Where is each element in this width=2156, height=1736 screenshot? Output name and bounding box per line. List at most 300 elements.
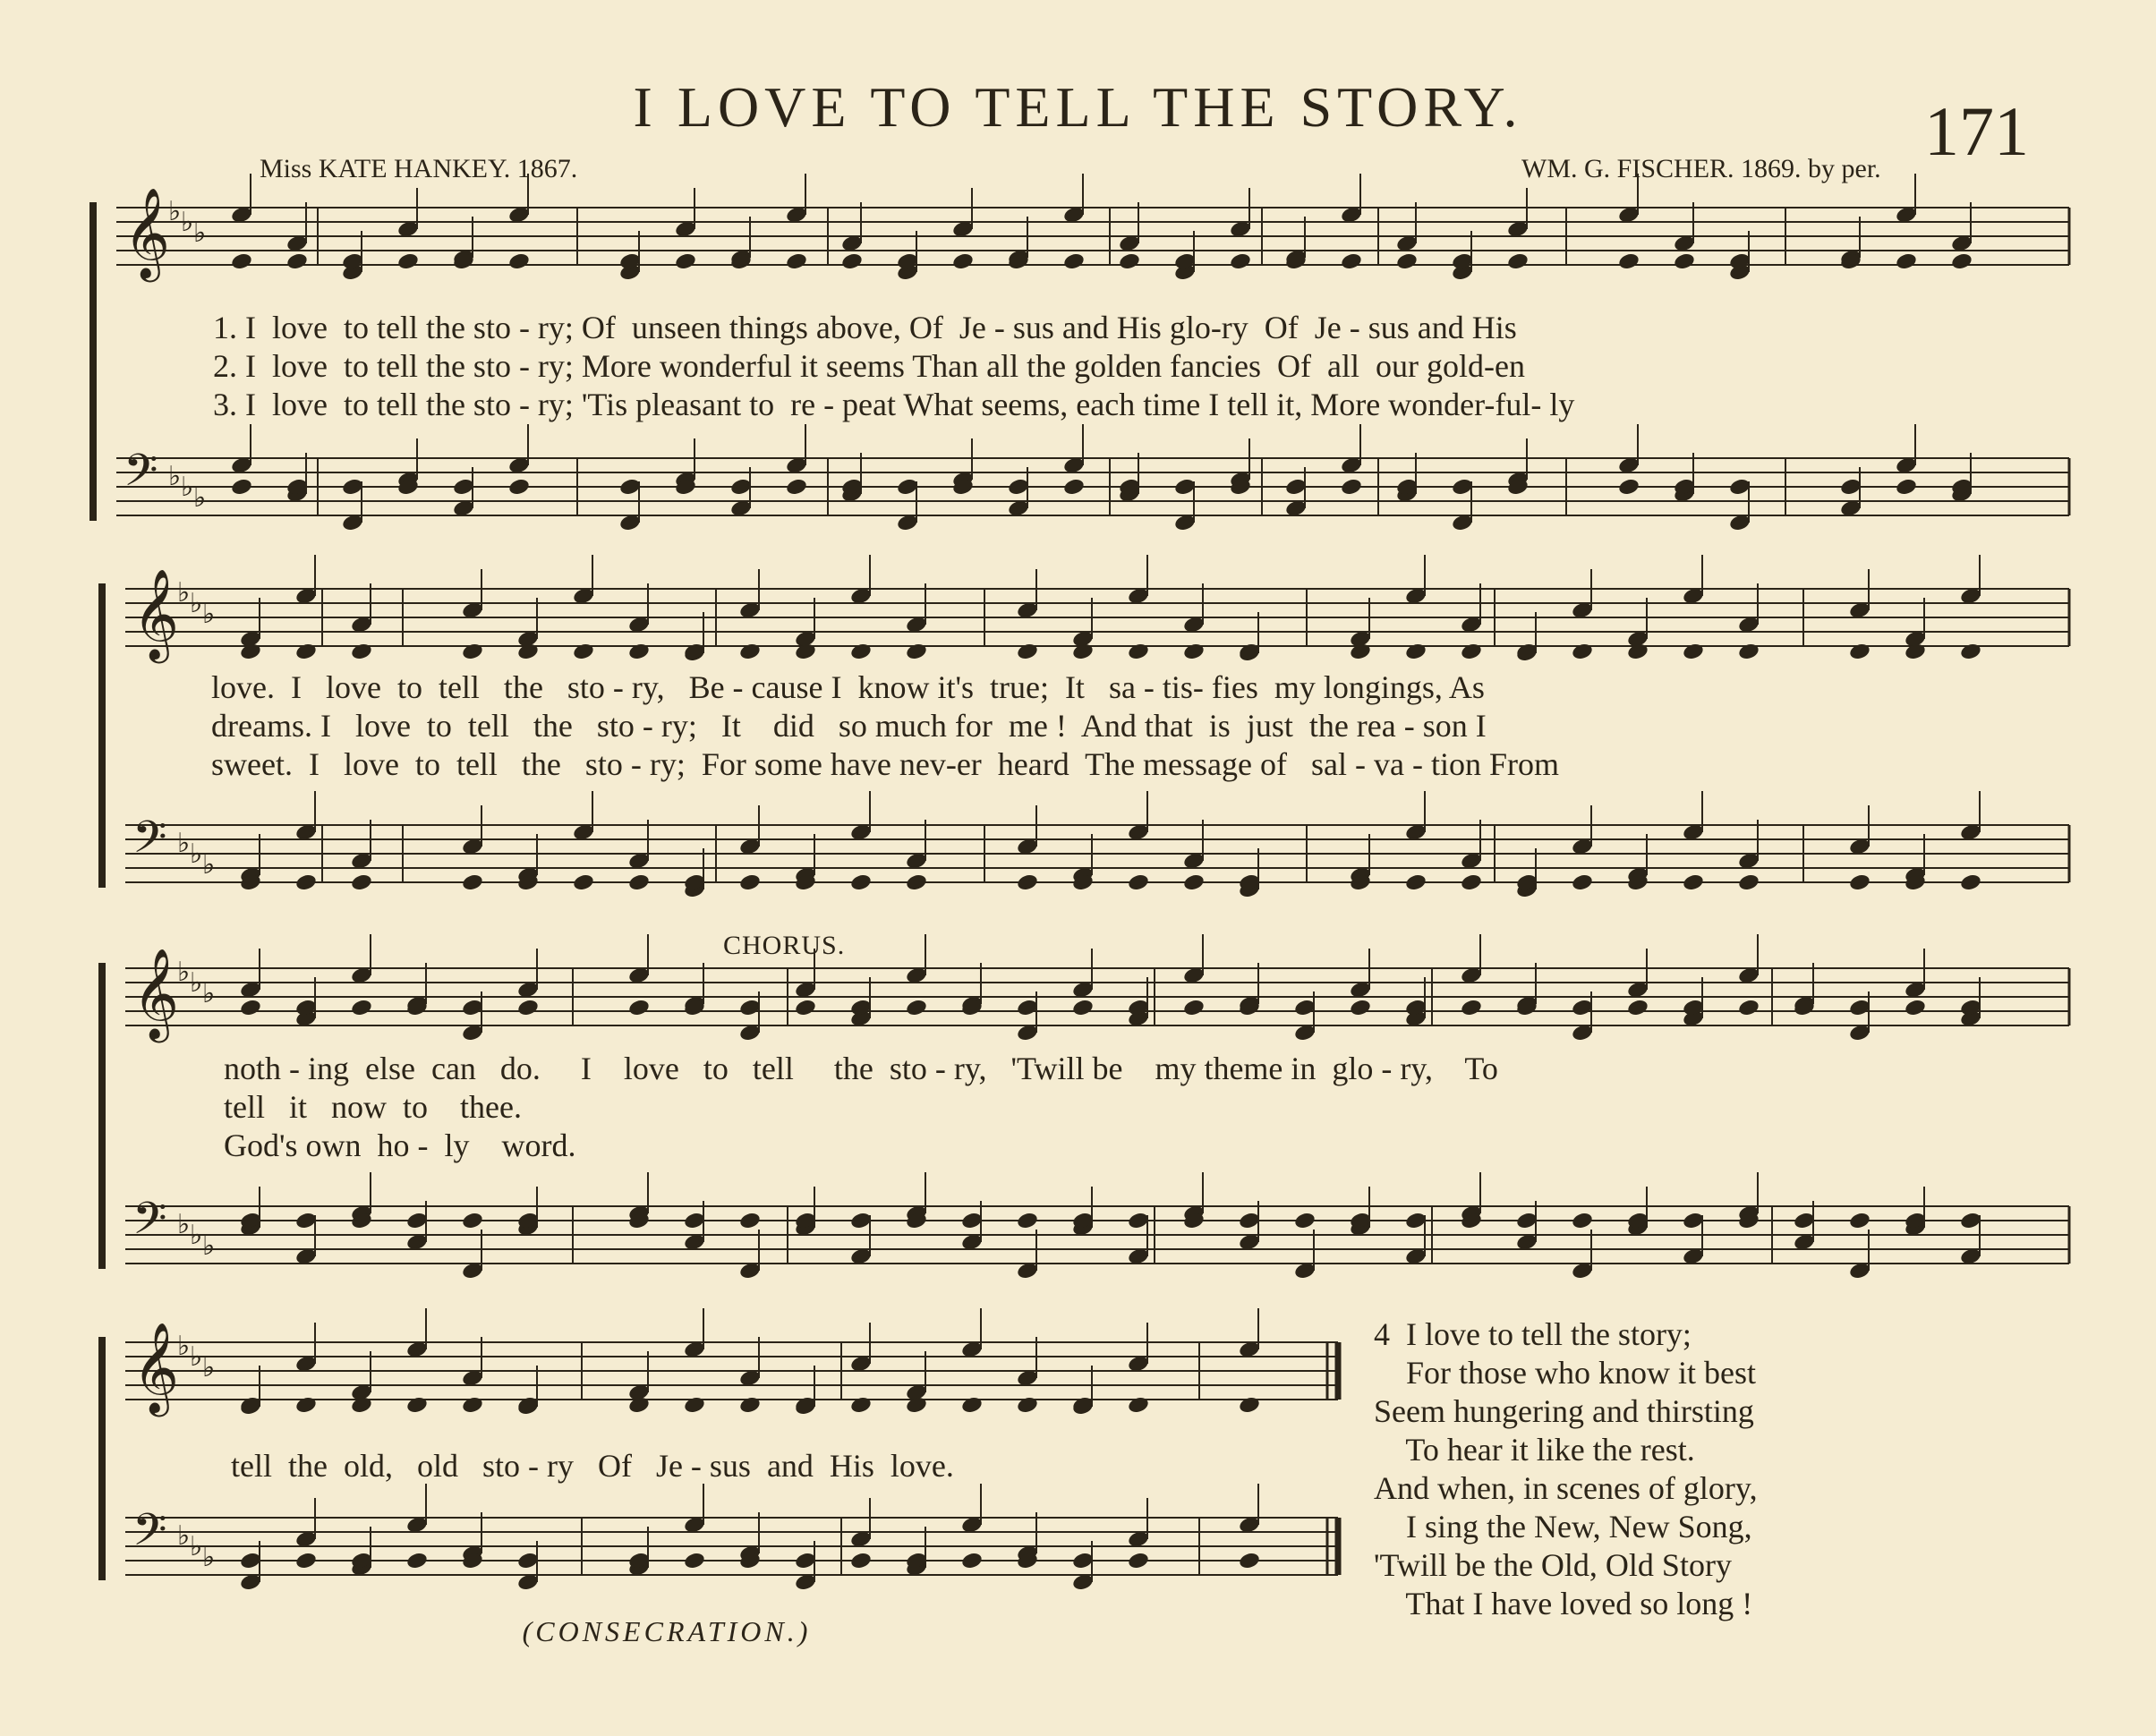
note-icon — [683, 1340, 706, 1359]
note-icon — [516, 872, 540, 892]
note-icon — [1349, 629, 1372, 649]
note-icon — [1284, 251, 1308, 271]
note-icon — [1515, 880, 1538, 899]
note-icon — [396, 219, 420, 239]
bass-clef-icon: 𝄢 — [132, 812, 167, 874]
note-icon — [1737, 615, 1760, 634]
note-icon — [1506, 477, 1530, 497]
flat-icon: ♭ — [202, 978, 216, 1009]
note-icon — [1460, 1204, 1483, 1223]
note-icon — [350, 642, 373, 661]
note-icon — [785, 477, 808, 497]
note-icon — [1682, 642, 1705, 661]
note-icon — [1404, 1211, 1427, 1230]
note-icon — [1127, 1008, 1150, 1028]
note-icon — [1404, 822, 1427, 842]
note-icon — [1182, 642, 1206, 661]
note-icon — [1016, 998, 1039, 1017]
note-icon — [951, 477, 975, 497]
note-icon — [461, 872, 484, 892]
note-icon — [1848, 1023, 1871, 1042]
verse4-line: 4 I love to tell the story; — [1374, 1316, 1692, 1352]
note-icon — [905, 872, 928, 892]
note-icon — [1673, 484, 1696, 504]
note-icon — [516, 629, 540, 649]
note-icon — [1460, 642, 1483, 661]
note-icon — [905, 1204, 928, 1223]
note-icon — [1839, 498, 1862, 518]
hymn-title: I LOVE TO TELL THE STORY. — [633, 75, 1523, 139]
note-icon — [461, 1395, 484, 1415]
note-icon — [627, 872, 651, 892]
note-icon — [516, 1395, 540, 1415]
note-icon — [572, 586, 595, 606]
note-icon — [960, 998, 984, 1017]
note-icon — [1395, 477, 1419, 497]
note-icon — [405, 1211, 429, 1230]
note-icon — [396, 477, 420, 497]
note-icon — [738, 1211, 762, 1230]
note-icon — [794, 1218, 817, 1238]
note-icon — [294, 1395, 318, 1415]
note-icon — [1959, 1211, 1982, 1230]
lyric-chorus-line2: tell the old, old sto - ry Of Je - sus and His love. — [231, 1448, 954, 1484]
note-icon — [1617, 205, 1640, 225]
note-icon — [239, 1572, 262, 1592]
note-icon — [1460, 615, 1483, 634]
note-icon — [350, 1558, 373, 1578]
note-icon — [1737, 872, 1760, 892]
note-icon — [1839, 251, 1862, 271]
note-icon — [849, 1551, 873, 1570]
note-icon — [1959, 1008, 1982, 1028]
note-icon — [960, 1551, 984, 1570]
note-icon — [794, 865, 817, 885]
note-icon — [350, 1383, 373, 1402]
verse4-line: Seem hungering and thirsting — [1374, 1393, 1754, 1429]
note-icon — [1173, 262, 1197, 282]
note-icon — [1959, 998, 1982, 1017]
note-icon — [1118, 251, 1141, 271]
note-icon — [683, 1551, 706, 1570]
note-icon — [627, 642, 651, 661]
note-icon — [1016, 837, 1039, 856]
note-icon — [1460, 851, 1483, 871]
note-icon — [350, 1551, 373, 1570]
note-icon — [960, 1515, 984, 1535]
note-icon — [461, 837, 484, 856]
note-icon — [1451, 262, 1474, 282]
note-icon — [618, 251, 642, 271]
note-icon — [294, 1211, 318, 1230]
note-icon — [1182, 966, 1206, 985]
note-icon — [294, 642, 318, 661]
author-credit: Miss KATE HANKEY. 1867. — [260, 154, 578, 183]
note-icon — [1127, 1551, 1150, 1570]
note-icon — [1728, 513, 1751, 532]
note-icon — [350, 615, 373, 634]
note-icon — [1173, 477, 1197, 497]
note-icon — [461, 1544, 484, 1563]
note-icon — [1404, 872, 1427, 892]
note-icon — [683, 1395, 706, 1415]
note-icon — [1848, 1261, 1871, 1281]
note-icon — [507, 455, 531, 475]
note-icon — [1016, 1395, 1039, 1415]
note-icon — [1238, 643, 1261, 663]
note-icon — [905, 615, 928, 634]
note-icon — [1229, 477, 1252, 497]
note-icon — [1959, 586, 1982, 606]
note-icon — [849, 872, 873, 892]
note-icon — [1404, 586, 1427, 606]
note-icon — [905, 1558, 928, 1578]
note-icon — [230, 251, 253, 271]
note-icon — [627, 998, 651, 1017]
lyric-verse2-line2: dreams. I love to tell the sto - ry; It did so much for me ! And that is just the rea - son I — [211, 708, 1487, 744]
note-icon — [1173, 251, 1197, 271]
note-icon — [572, 642, 595, 661]
note-icon — [1571, 837, 1594, 856]
note-icon — [461, 1551, 484, 1570]
note-icon — [1071, 1397, 1095, 1417]
note-icon — [618, 477, 642, 497]
note-icon — [350, 851, 373, 871]
lyric-chorus-line1: noth - ing else can do. I love to tell the sto - ry, 'Twill be my theme in glo - ry, To — [224, 1051, 1498, 1086]
note-icon — [1016, 1544, 1039, 1563]
note-icon — [1617, 455, 1640, 475]
note-icon — [1007, 498, 1030, 518]
note-icon — [507, 477, 531, 497]
note-icon — [1950, 234, 1973, 253]
note-icon — [960, 1340, 984, 1359]
note-icon — [1118, 477, 1141, 497]
note-icon — [1793, 994, 1816, 1014]
note-icon — [785, 251, 808, 271]
note-icon — [405, 998, 429, 1017]
note-icon — [1626, 629, 1649, 649]
note-icon — [452, 477, 475, 497]
note-icon — [1238, 642, 1261, 661]
note-icon — [674, 251, 697, 271]
note-icon — [738, 1551, 762, 1570]
note-icon — [683, 1515, 706, 1535]
note-icon — [1571, 600, 1594, 620]
note-icon — [1793, 1211, 1816, 1230]
flat-icon: ♭ — [190, 967, 203, 999]
flat-icon: ♭ — [168, 461, 182, 492]
note-icon — [1571, 1261, 1594, 1281]
note-icon — [1682, 998, 1705, 1017]
flat-icon: ♭ — [202, 1542, 216, 1573]
note-icon — [794, 629, 817, 649]
note-icon — [1626, 865, 1649, 885]
note-icon — [849, 1211, 873, 1230]
flat-icon: ♭ — [177, 1331, 191, 1362]
flat-icon: ♭ — [202, 1230, 216, 1262]
note-icon — [1506, 251, 1530, 271]
lyric-verse2-line1: 2. I love to tell the sto - ry; More wonderful it seems Than all the golden fancies Of all our gold-en — [213, 348, 1525, 384]
note-icon — [1071, 642, 1095, 661]
note-icon — [729, 248, 753, 268]
composer-credit: WM. G. FISCHER. 1869. by per. — [1521, 154, 1881, 183]
flat-icon: ♭ — [177, 957, 191, 988]
note-icon — [1071, 1395, 1095, 1415]
note-icon — [738, 872, 762, 892]
note-icon — [1238, 1395, 1261, 1415]
note-icon — [294, 998, 318, 1017]
note-icon — [1904, 629, 1927, 649]
note-icon — [674, 219, 697, 239]
note-icon — [849, 1247, 873, 1266]
note-icon — [1182, 1204, 1206, 1223]
note-icon — [1904, 1211, 1927, 1230]
note-icon — [1340, 205, 1363, 225]
note-icon — [1016, 642, 1039, 661]
note-icon — [285, 234, 309, 253]
note-icon — [294, 822, 318, 842]
note-icon — [1007, 248, 1030, 268]
note-icon — [516, 998, 540, 1017]
note-icon — [1118, 484, 1141, 504]
note-icon — [627, 1383, 651, 1402]
note-icon — [1950, 251, 1973, 271]
flat-icon: ♭ — [177, 1209, 191, 1240]
note-icon — [1127, 998, 1150, 1017]
note-icon — [1451, 513, 1474, 532]
note-icon — [738, 998, 762, 1017]
note-icon — [794, 1211, 817, 1230]
note-icon — [729, 498, 753, 518]
note-icon — [1904, 980, 1927, 1000]
note-icon — [461, 642, 484, 661]
note-icon — [1515, 643, 1538, 663]
flat-icon: ♭ — [190, 1341, 203, 1373]
flat-icon: ♭ — [181, 207, 194, 238]
note-icon — [738, 1023, 762, 1042]
note-icon — [1284, 248, 1308, 268]
note-icon — [516, 865, 540, 885]
note-icon — [1848, 998, 1871, 1017]
note-icon — [849, 998, 873, 1017]
note-icon — [405, 1515, 429, 1535]
note-icon — [1737, 966, 1760, 985]
note-icon — [294, 1529, 318, 1549]
note-icon — [849, 1008, 873, 1028]
note-icon — [1016, 872, 1039, 892]
treble-clef-icon: 𝄞 — [124, 186, 171, 278]
note-icon — [840, 477, 864, 497]
note-icon — [1515, 1232, 1538, 1252]
lyric-verse1-line2: love. I love to tell the sto - ry, Be - cause I know it's true; It sa - tis- fies my longings, As — [211, 669, 1485, 705]
note-icon — [1728, 262, 1751, 282]
note-icon — [516, 980, 540, 1000]
note-icon — [461, 600, 484, 620]
note-icon — [1904, 642, 1927, 661]
note-icon — [960, 994, 984, 1014]
note-icon — [1238, 994, 1261, 1014]
note-icon — [683, 642, 706, 661]
note-icon — [239, 1397, 262, 1417]
flat-icon: ♭ — [190, 838, 203, 870]
note-icon — [1848, 642, 1871, 661]
note-icon — [1349, 998, 1372, 1017]
tune-name: (CONSECRATION.) — [522, 1615, 812, 1647]
note-icon — [452, 498, 475, 518]
note-icon — [951, 470, 975, 489]
note-icon — [849, 1395, 873, 1415]
system-bracket — [89, 202, 97, 521]
note-icon — [738, 642, 762, 661]
note-icon — [1404, 1008, 1427, 1028]
verse4-line: 'Twill be the Old, Old Story — [1374, 1547, 1732, 1583]
note-icon — [849, 822, 873, 842]
note-icon — [350, 998, 373, 1017]
note-icon — [627, 1558, 651, 1578]
note-icon — [239, 1218, 262, 1238]
note-icon — [627, 1395, 651, 1415]
note-icon — [960, 1395, 984, 1415]
note-icon — [350, 1204, 373, 1223]
note-icon — [905, 642, 928, 661]
note-icon — [1904, 998, 1927, 1017]
note-icon — [738, 1544, 762, 1563]
note-icon — [1238, 872, 1261, 892]
note-icon — [239, 1395, 262, 1415]
note-icon — [1848, 837, 1871, 856]
note-icon — [905, 1551, 928, 1570]
note-icon — [1071, 872, 1095, 892]
note-icon — [794, 998, 817, 1017]
note-icon — [1682, 586, 1705, 606]
flat-icon: ♭ — [168, 196, 182, 227]
note-icon — [1460, 966, 1483, 985]
note-icon — [1238, 1211, 1261, 1230]
flat-icon: ♭ — [177, 577, 191, 608]
note-icon — [572, 872, 595, 892]
bass-clef-icon: 𝄢 — [132, 1504, 167, 1567]
note-icon — [1293, 1261, 1317, 1281]
note-icon — [840, 484, 864, 504]
verse4-line: To hear it like the rest. — [1374, 1432, 1695, 1468]
note-icon — [840, 234, 864, 253]
note-icon — [1950, 484, 1973, 504]
note-icon — [1127, 872, 1150, 892]
note-icon — [1238, 998, 1261, 1017]
lyric-verse3-line3: God's own ho - ly word. — [224, 1128, 576, 1163]
note-icon — [951, 251, 975, 271]
note-icon — [1728, 251, 1751, 271]
note-icon — [1349, 872, 1372, 892]
note-icon — [1229, 470, 1252, 489]
note-icon — [341, 251, 364, 271]
note-icon — [1071, 1572, 1095, 1592]
note-icon — [572, 822, 595, 842]
note-icon — [341, 262, 364, 282]
note-icon — [849, 1354, 873, 1374]
note-icon — [1571, 1023, 1594, 1042]
note-icon — [1340, 477, 1363, 497]
note-icon — [896, 262, 919, 282]
note-icon — [1737, 1204, 1760, 1223]
note-icon — [1895, 455, 1918, 475]
note-icon — [239, 642, 262, 661]
note-icon — [341, 477, 364, 497]
flat-icon: ♭ — [190, 1220, 203, 1251]
note-icon — [794, 1551, 817, 1570]
note-icon — [896, 513, 919, 532]
note-icon — [683, 1211, 706, 1230]
note-icon — [1839, 477, 1862, 497]
note-icon — [1349, 980, 1372, 1000]
note-icon — [1617, 477, 1640, 497]
note-icon — [683, 872, 706, 892]
note-icon — [1238, 1551, 1261, 1570]
page-number: 171 — [1924, 92, 2029, 170]
note-icon — [1682, 822, 1705, 842]
note-icon — [1673, 477, 1696, 497]
flat-icon: ♭ — [177, 828, 191, 859]
note-icon — [1127, 586, 1150, 606]
note-icon — [1737, 851, 1760, 871]
note-icon — [341, 513, 364, 532]
note-icon — [1238, 1232, 1261, 1252]
note-icon — [1793, 1232, 1816, 1252]
note-icon — [1626, 980, 1649, 1000]
note-icon — [230, 477, 253, 497]
note-icon — [1959, 1247, 1982, 1266]
note-icon — [1062, 251, 1086, 271]
treble-clef-icon: 𝄞 — [132, 1321, 180, 1413]
note-icon — [1395, 234, 1419, 253]
flat-icon: ♭ — [190, 1531, 203, 1562]
note-icon — [1293, 1023, 1317, 1042]
note-icon — [1626, 998, 1649, 1017]
flat-icon: ♭ — [190, 588, 203, 619]
note-icon — [239, 1551, 262, 1570]
note-icon — [239, 629, 262, 649]
note-icon — [1229, 251, 1252, 271]
note-icon — [1016, 1551, 1039, 1570]
note-icon — [1016, 1368, 1039, 1388]
note-icon — [1016, 1211, 1039, 1230]
note-icon — [794, 872, 817, 892]
note-icon — [729, 251, 753, 271]
note-icon — [461, 1023, 484, 1042]
note-icon — [1173, 513, 1197, 532]
note-icon — [1238, 880, 1261, 899]
bass-clef-icon: 𝄢 — [132, 1193, 167, 1255]
note-icon — [405, 1232, 429, 1252]
note-icon — [849, 1529, 873, 1549]
note-icon — [1626, 1211, 1649, 1230]
note-icon — [294, 1008, 318, 1028]
note-icon — [1848, 872, 1871, 892]
note-icon — [729, 477, 753, 497]
note-icon — [618, 513, 642, 532]
verse-4 — [1374, 1315, 1758, 1623]
note-icon — [674, 470, 697, 489]
note-icon — [1515, 994, 1538, 1014]
note-icon — [1506, 219, 1530, 239]
note-icon — [1016, 1261, 1039, 1281]
note-icon — [1895, 477, 1918, 497]
note-icon — [1229, 219, 1252, 239]
note-icon — [1293, 1211, 1317, 1230]
note-icon — [905, 966, 928, 985]
note-icon — [785, 205, 808, 225]
note-icon — [1340, 251, 1363, 271]
